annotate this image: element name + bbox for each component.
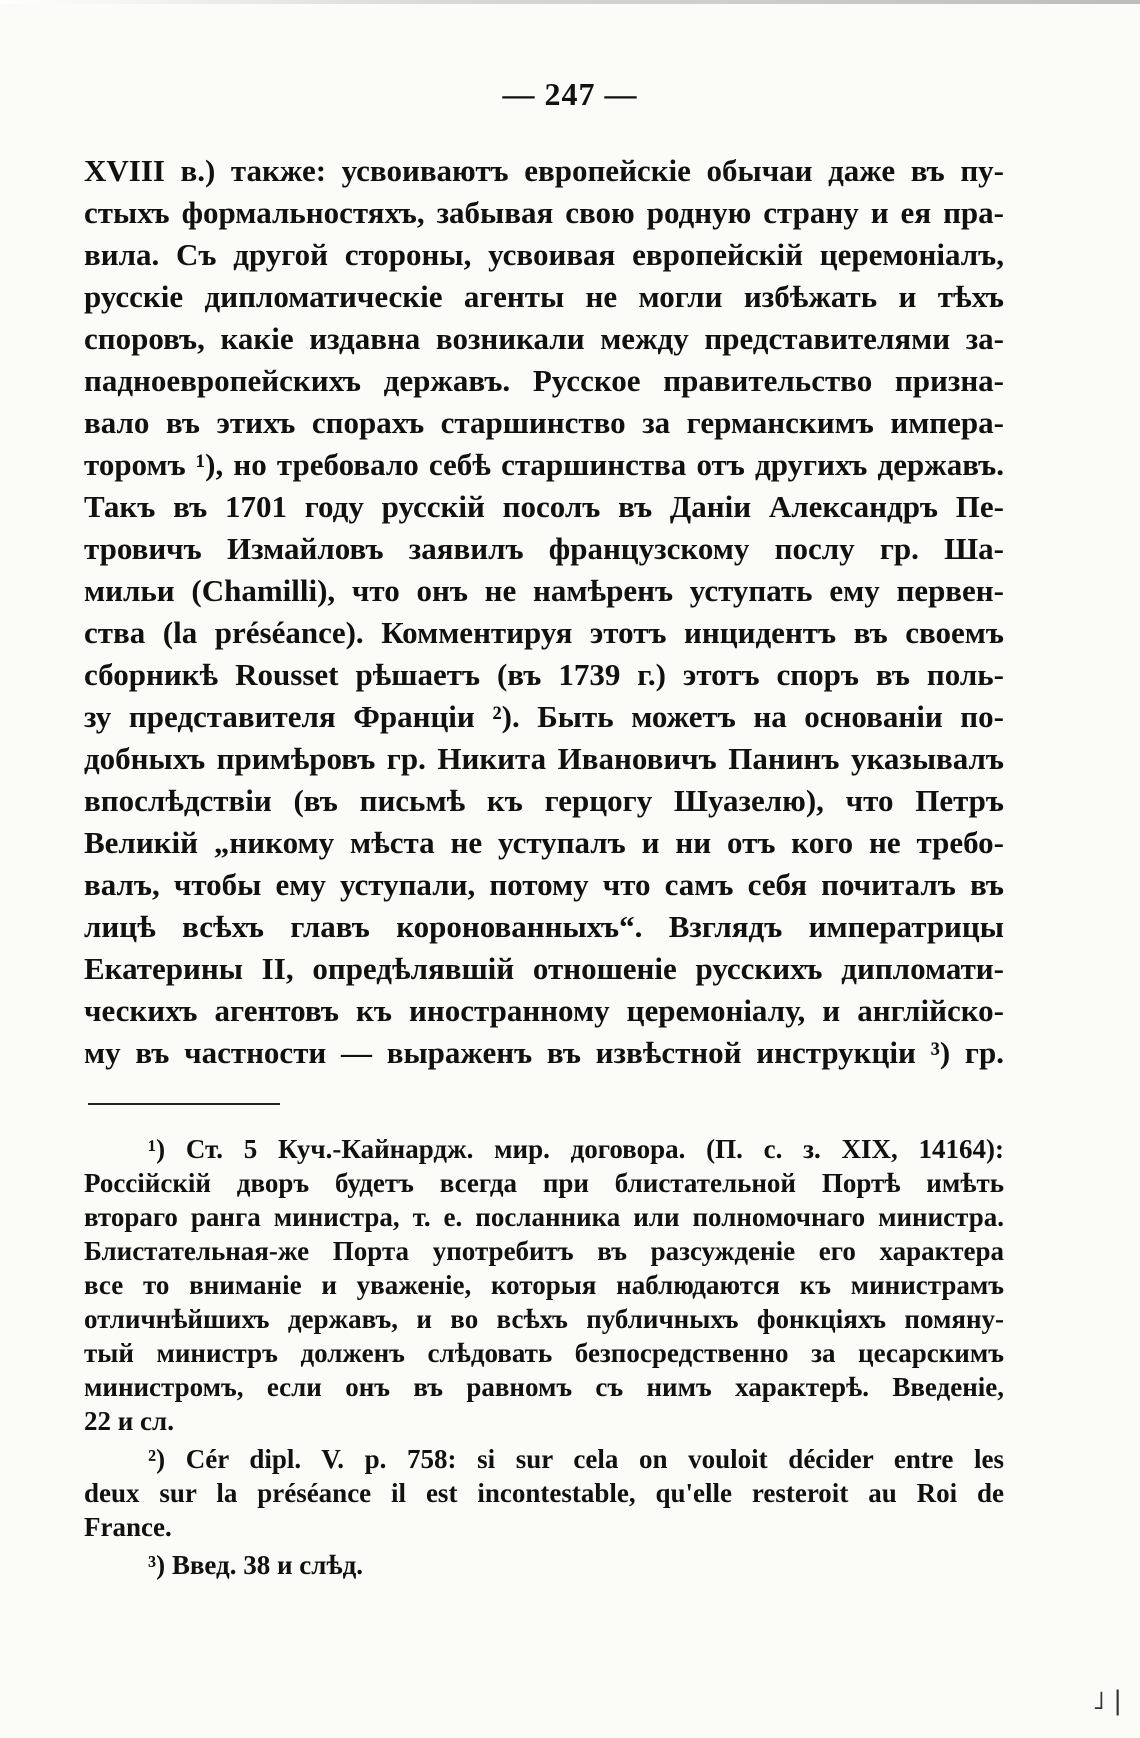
text-line: русскiе дипломатическiе агенты не могли избѣжать и тѣхъ	[84, 279, 1004, 314]
footnote-1-line: 22 и сл.	[84, 1406, 174, 1436]
text-line: стыхъ формальностяхъ, забывая свою родную страну и ея пра-	[84, 195, 1004, 230]
text-line: добныхъ примѣровъ гр. Никита Ивановичъ Панинъ указывалъ	[84, 741, 1004, 776]
text-line: торомъ ¹), но требовало себѣ старшинства отъ другихъ державъ.	[84, 447, 1004, 482]
footnote-2-line: France.	[84, 1512, 172, 1542]
text-line: XVIII в.) также: усвоиваютъ европейскiе обычаи даже въ пу-	[84, 153, 1004, 188]
text-line: Екатерины II, опредѣлявшiй отношенiе русскихъ дипломати-	[84, 951, 1004, 986]
page-number: — 247 —	[502, 76, 638, 112]
text-line: му въ частности — выраженъ въ извѣстной инструкцiи ³) гр.	[84, 1035, 1004, 1070]
text-line: зу представителя Францiи ²). Быть можетъ на основанiи по-	[84, 699, 1004, 734]
footnotes-block	[84, 1132, 1004, 1582]
text-line: вало въ этихъ спорахъ старшинство за германскимъ импера-	[84, 405, 1004, 440]
footnote-1-line: ¹) Ст. 5 Куч.-Кайнардж. мир. договора. (П. с. з. XIX, 14164):	[148, 1134, 1004, 1164]
text-line: падноевропейскихъ державъ. Русское правительство призна-	[84, 363, 1004, 398]
footnote-1-line: втораго ранга министра, т. е. посланника или полномочнаго министра.	[84, 1202, 1004, 1232]
footnote-1-line: министромъ, если онъ въ равномъ съ нимъ характерѣ. Введенiе,	[84, 1372, 1004, 1402]
text-line: валъ, чтобы ему уступали, потому что самъ себя почиталъ въ	[84, 867, 1004, 902]
footnote-2-line: ²) Cér dipl. V. p. 758: si sur cela on vouloit décider entre les	[148, 1444, 1004, 1474]
text-line: тровичъ Измайловъ заявилъ французскому послу гр. Ша-	[84, 531, 1004, 566]
footnote-1-line: отличнѣйшихъ державъ, и во всѣхъ публичныхъ фонкцiяхъ помяну-	[84, 1304, 1004, 1334]
footnote-1-line: все то вниманiе и уваженiе, которыя наблюдаются къ министрамъ	[84, 1270, 1004, 1300]
footnote-3-line: ³) Введ. 38 и слѣд.	[148, 1550, 364, 1580]
text-line: Великiй „никому мѣста не уступалъ и ни отъ кого не требо-	[84, 825, 1004, 860]
footnote-1-line: тый министръ долженъ слѣдовать безпосредственно за цесарскимъ	[84, 1338, 1004, 1368]
text-line: сборникѣ Rousset рѣшаетъ (въ 1739 г.) этотъ споръ въ поль-	[84, 657, 1004, 692]
corner-scan-marks: ˩ |	[1092, 1686, 1122, 1716]
text-line: ства (la préséance). Комментируя этотъ инцидентъ въ своемъ	[84, 615, 1004, 650]
main-text-block	[84, 150, 1004, 1074]
text-line: лицѣ всѣхъ главъ коронованныхъ“. Взглядъ императрицы	[84, 909, 1004, 944]
text-line: Такъ въ 1701 году русскiй посолъ въ Данiи Александръ Пе-	[84, 489, 1004, 524]
text-line: споровъ, какiе издавна возникали между представителями за-	[84, 321, 1004, 356]
text-line: мильи (Chamilli), что онъ не намѣренъ уступать ему первен-	[84, 573, 1004, 608]
footnote-2-line: deux sur la préséance il est incontestable, qu'elle resteroit au Roi de	[84, 1478, 1004, 1508]
text-line: вила. Съ другой стороны, усвоивая европейскiй церемонiалъ,	[84, 237, 1004, 272]
footnote-1-line: Блистательная-же Порта употребитъ въ разсужденiе его характера	[84, 1236, 1004, 1266]
footnote-1-line: Россiйскiй дворъ будетъ всегда при блистательной Портѣ имѣть	[84, 1168, 1004, 1198]
scan-edge	[0, 0, 1140, 4]
footnote-separator	[88, 1103, 280, 1105]
text-line: впослѣдствiи (въ письмѣ къ герцогу Шуазелю), что Петръ	[84, 783, 1004, 818]
text-line: ческихъ агентовъ къ иностранному церемонiалу, и англiйско-	[84, 993, 1004, 1028]
